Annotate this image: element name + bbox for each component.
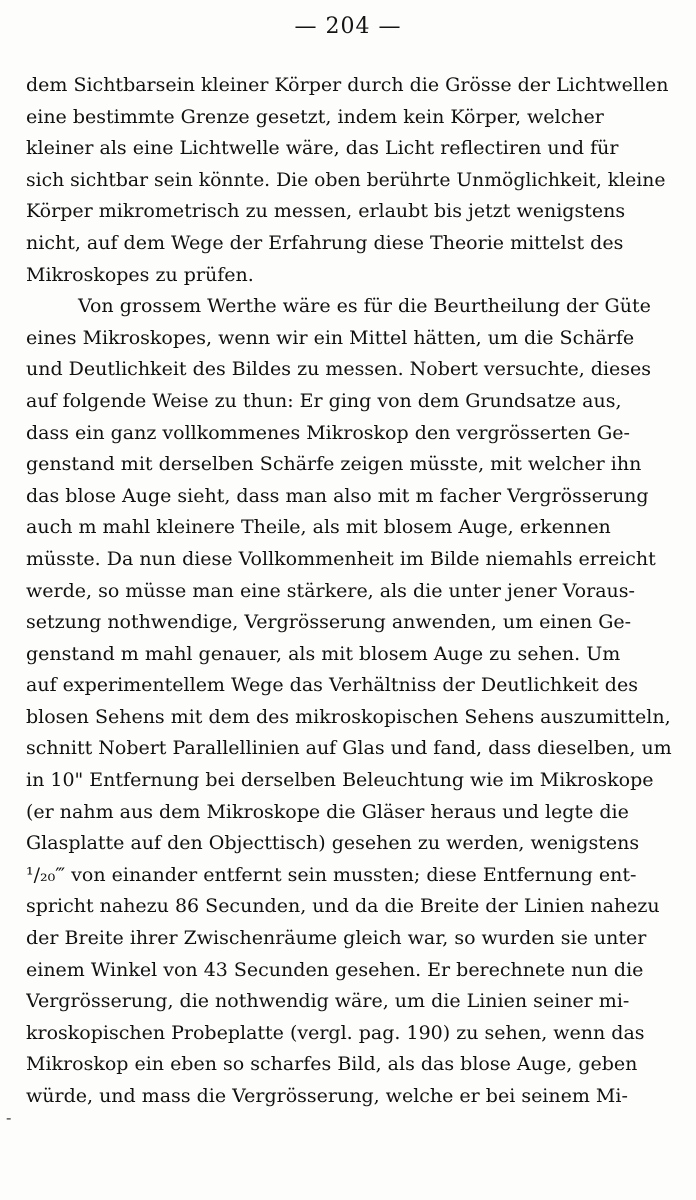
body-text <box>26 70 672 1113</box>
text-line: Glasplatte auf den Objecttisch) gesehen zu werden, wenigstens <box>26 832 640 855</box>
paragraph-start-line: Von grossem Werthe wäre es für die Beurtheilung der Güte <box>78 295 651 318</box>
text-line: und Deutlichkeit des Bildes zu messen. Nobert versuchte, dieses <box>26 358 652 381</box>
text-line: würde, und mass die Vergrösserung, welche er bei seinem Mi- <box>26 1085 628 1107</box>
text-line: schnitt Nobert Parallellinien auf Glas und fand, dass dieselben, um <box>26 737 672 760</box>
text-line: Mikroskopes zu prüfen. <box>26 263 254 286</box>
page-number: — 204 — <box>294 14 402 39</box>
text-line: der Breite ihrer Zwischenräume gleich war, so wurden sie unter <box>26 927 647 950</box>
text-line: das blose Auge sieht, dass man also mit m facher Vergrösserung <box>26 484 649 507</box>
text-line: dass ein ganz vollkommenes Mikroskop den vergrösserten Ge- <box>26 421 630 444</box>
text-line: genstand mit derselben Schärfe zeigen müsste, mit welcher ihn <box>26 453 642 476</box>
text-line: sich sichtbar sein könnte. Die oben berührte Unmöglichkeit, kleine <box>26 169 666 191</box>
text-line: Körper mikrometrisch zu messen, erlaubt bis jetzt wenigstens <box>26 200 626 223</box>
margin-mark: - <box>6 1108 12 1127</box>
text-line: genstand m mahl genauer, als mit blosem Auge zu sehen. Um <box>26 642 621 665</box>
text-line: blosen Sehens mit dem des mikroskopischen Sehens auszumitteln, <box>26 705 671 728</box>
text-line: Vergrösserung, die nothwendig wäre, um die Linien seiner mi- <box>26 990 630 1013</box>
text-line: einem Winkel von 43 Secunden gesehen. Er berechnete nun die <box>26 958 644 981</box>
text-line: auf experimentellem Wege das Verhältniss der Deutlichkeit des <box>26 674 638 697</box>
text-line: setzung nothwendige, Vergrösserung anwenden, um einen Ge- <box>26 611 632 634</box>
text-line: nicht, auf dem Wege der Erfahrung diese Theorie mittelst des <box>26 231 624 254</box>
text-line: ¹/₂₀‴ von einander entfernt sein mussten; diese Entfernung ent- <box>26 863 637 886</box>
text-line: werde, so müsse man eine stärkere, als die unter jener Voraus- <box>26 579 635 602</box>
text-line: (er nahm aus dem Mikroskope die Gläser heraus und legte die <box>26 800 629 823</box>
text-line: spricht nahezu 86 Secunden, und da die Breite der Linien nahezu <box>26 895 660 918</box>
text-line: in 10" Entfernung bei derselben Beleuchtung wie im Mikroskope <box>26 769 654 792</box>
text-line: eine bestimmte Grenze gesetzt, indem kein Körper, welcher <box>26 105 604 128</box>
text-line: auch m mahl kleinere Theile, als mit blosem Auge, erkennen <box>26 516 611 539</box>
text-line: eines Mikroskopes, wenn wir ein Mittel hätten, um die Schärfe <box>26 326 635 349</box>
text-line: auf folgende Weise zu thun: Er ging von dem Grundsatze aus, <box>26 389 622 412</box>
text-line: müsste. Da nun diese Vollkommenheit im Bilde niemahls erreicht <box>26 547 656 570</box>
text-line: dem Sichtbarsein kleiner Körper durch die Grösse der Lichtwellen <box>26 74 669 96</box>
text-line: kleiner als eine Lichtwelle wäre, das Licht reflectiren und für <box>26 137 619 160</box>
text-line: kroskopischen Probeplatte (vergl. pag. 190) zu sehen, wenn das <box>26 1021 645 1044</box>
text-line: Mikroskop ein eben so scharfes Bild, als das blose Auge, geben <box>26 1053 638 1076</box>
